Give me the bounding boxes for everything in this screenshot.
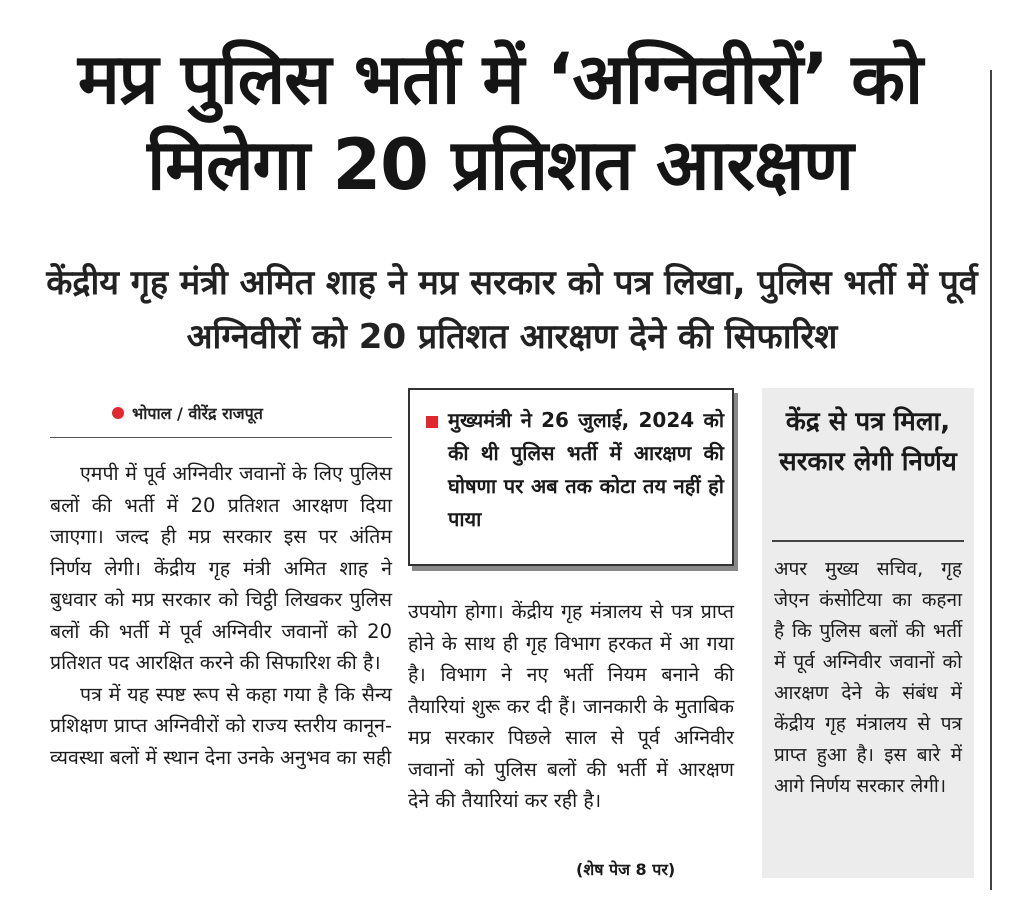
byline-text: भोपाल / वीरेंद्र राजपूत	[132, 404, 263, 423]
article-column-1	[50, 458, 392, 773]
article-column-2	[408, 596, 734, 817]
article-paragraph-1: एमपी में पूर्व अग्निवीर जवानों के लिए पुलिस बलों की भर्ती में 20 प्रतिशत आरक्षण दिया जाएगा। जल्द ही मप्र सरकार इस पर अंतिम निर्णय लेगी। केंद्रीय गृह मंत्री अमित शाह ने बुधवार को मप्र सरकार को चिट्ठी लिखकर पुलिस बलों की भर्ती में पूर्व अग्निवीर जवानों को 20 प्रतिशत पद आरक्षित करने की सिफारिश की है।	[50, 462, 392, 674]
continued-on-page: (शेष पेज 8 पर)	[576, 860, 676, 879]
headline: मप्र पुलिस भर्ती में ‘अग्निवीरों’ को मिलेगा 20 प्रतिशत आरक्षण	[77, 38, 923, 206]
article-paragraph-3: उपयोग होगा। केंद्रीय गृह मंत्रालय से पत्र प्राप्त होने के साथ ही गृह विभाग हरकत में आ गया है। विभाग ने नए भर्ती नियम बनाने की तैयारियां शुरू कर दी हैं। जानकारी के मुताबिक मप्र सरकार पिछले साल से पूर्व अग्निवीर जवानों को पुलिस बलों की भर्ती में आरक्षण देने की तैयारियां कर रही है।	[408, 600, 734, 812]
bullet-dot-icon	[112, 407, 124, 419]
byline-divider	[50, 437, 392, 438]
sidebar-divider	[772, 540, 964, 542]
column-divider	[990, 70, 992, 890]
byline	[112, 402, 263, 424]
subheadline: केंद्रीय गृह मंत्री अमित शाह ने मप्र सरकार को पत्र लिखा, पुलिस भर्ती में पूर्व अग्निवीरों को 20 प्रतिशत आरक्षण देने की सिफारिश	[46, 263, 978, 357]
highlight-text: मुख्यमंत्री ने 26 जुलाई, 2024 को की थी पुलिस भर्ती में आरक्षण की घोषणा पर अब तक कोटा तय नहीं हो पाया	[448, 408, 724, 531]
bullet-square-icon	[426, 416, 438, 428]
sidebar-box	[762, 388, 974, 878]
article-paragraph-2: पत्र में यह स्पष्ट रूप से कहा गया है कि सैन्य प्रशिक्षण प्राप्त अग्निवीरों को राज्य स्तरीय कानून-व्यवस्था बलों में स्थान देना उनके अनुभव का सही	[50, 682, 392, 769]
sidebar-body: अपर मुख्य सचिव, गृह जेएन कंसोटिया का कहना है कि पुलिस बलों की भर्ती में पूर्व अग्निवीर जवानों को आरक्षण देने के संबंध में केंद्रीय गृह मंत्रालय से पत्र प्राप्त हुआ है। इस बारे में आगे निर्णय सरकार लेगी।	[774, 558, 962, 797]
sidebar-title: केंद्र से पत्र मिला, सरकार लेगी निर्णय	[779, 407, 957, 477]
highlight-box	[408, 388, 734, 566]
